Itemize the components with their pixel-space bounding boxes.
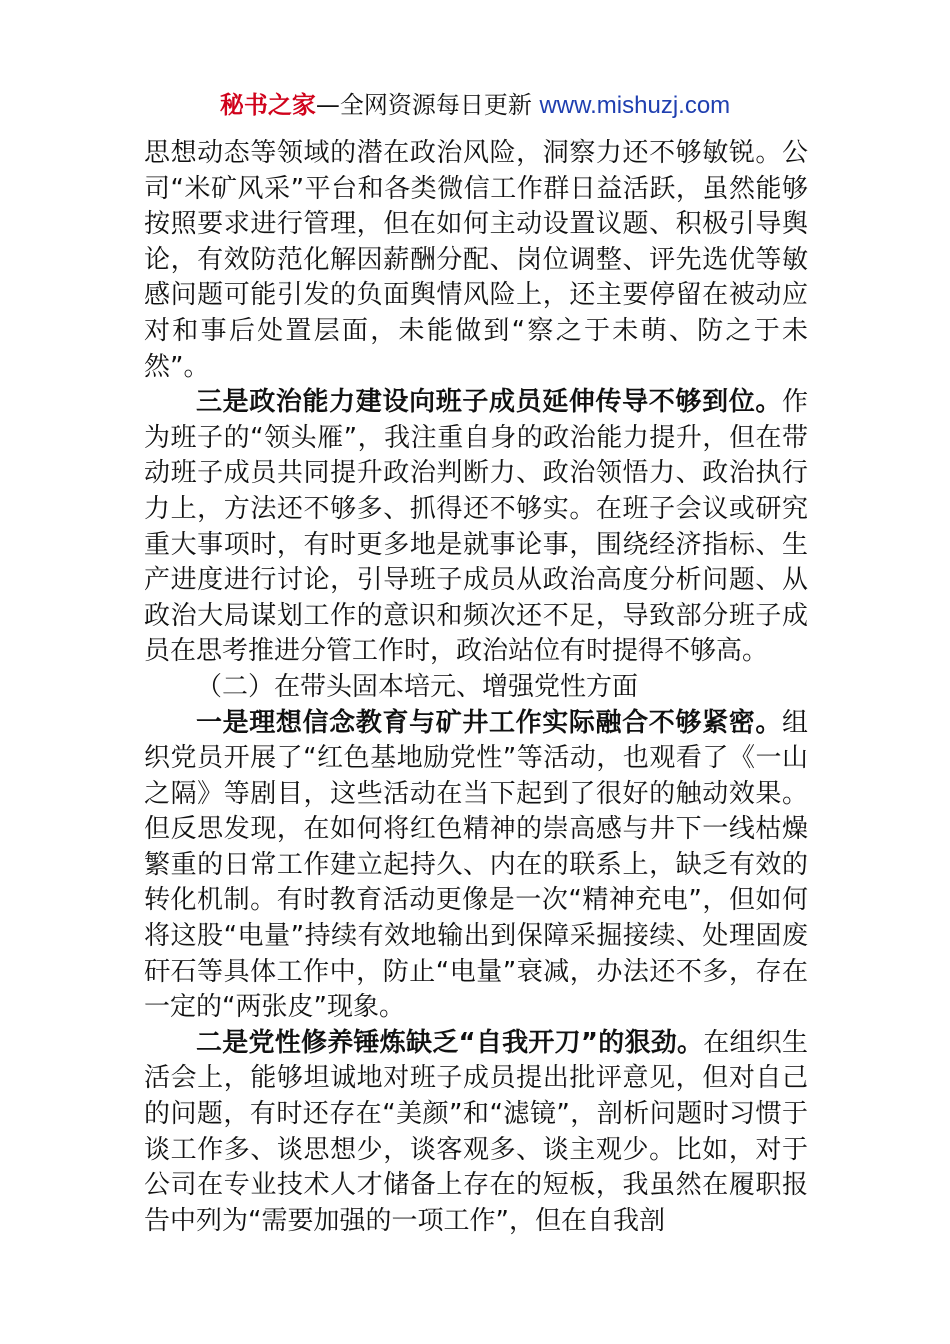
section-heading-text: （二）在带头固本培元、增强党性方面 xyxy=(196,671,639,702)
paragraph-continuation xyxy=(144,136,808,385)
paragraph-lead: 二是党性修养锤炼缺乏“自我开刀”的狠劲。 xyxy=(196,1027,704,1058)
section-heading xyxy=(144,670,808,706)
paragraph-lead: 三是政治能力建设向班子成员延伸传导不够到位。 xyxy=(196,387,782,418)
paragraph-text: 作为班子的“领头雁”，我注重自身的政治能力提升，但在带动班子成员共同提升政治判断力、政治领悟力、政治执行力上，方法还不够多、抓得还不够实。在班子会议或研究重大事项时，有时更多地是就事论事，围绕经济指标、生产进度进行讨论，引导班子成员从政治高度分析问题、从政治大局谋划工作的意识和频次还不足，导致部分班子成员在思考推进分管工作时，政治站位有时提得不够高。 xyxy=(144,387,808,667)
paragraph-point-three xyxy=(144,385,808,670)
paragraph-point-one xyxy=(144,706,808,1026)
paragraph-text: 组织党员开展了“红色基地励党性”等活动，也观看了《一山之隔》等剧目，这些活动在当下起到了很好的触动效果。但反思发现，在如何将红色精神的崇高感与井下一线枯燥繁重的日常工作建立起持久、内在的联系上，缺乏有效的转化机制。有时教育活动更像是一次“精神充电”，但如何将这股“电量”持续有效地输出到保障采掘接续、处理固废矸石等具体工作中，防止“电量”衰减，办法还不多，存在一定的“两张皮”现象。 xyxy=(144,707,808,1023)
paragraph-lead: 一是理想信念教育与矿井工作实际融合不够紧密。 xyxy=(196,707,782,738)
header-url-link[interactable]: www.mishuzj.com xyxy=(539,92,731,119)
header-tagline: —全网资源每日更新 xyxy=(315,91,540,119)
page-header xyxy=(0,88,950,123)
header-brand: 秘书之家 xyxy=(219,91,316,119)
document-body xyxy=(144,136,808,1239)
paragraph-text: 在组织生活会上，能够坦诚地对班子成员提出批评意见，但对自己的问题，有时还存在“美颜”和“滤镜”，剖析问题时习惯于谈工作多、谈思想少，谈客观多、谈主观少。比如，对于公司在专业技术人才储备上存在的短板，我虽然在履职报告中列为“需要加强的一项工作”，但在自我剖 xyxy=(144,1027,808,1236)
paragraph-point-two xyxy=(144,1026,808,1240)
paragraph-text: 思想动态等领域的潜在政治风险，洞察力还不够敏锐。公司“米矿风采”平台和各类微信工作群日益活跃，虽然能够按照要求进行管理，但在如何主动设置议题、积极引导舆论，有效防范化解因薪酬分配、岗位调整、评先选优等敏感问题可能引发的负面舆情风险上，还主要停留在被动应对和事后处置层面，未能做到“察之于未萌、防之于未然”。 xyxy=(144,138,808,382)
